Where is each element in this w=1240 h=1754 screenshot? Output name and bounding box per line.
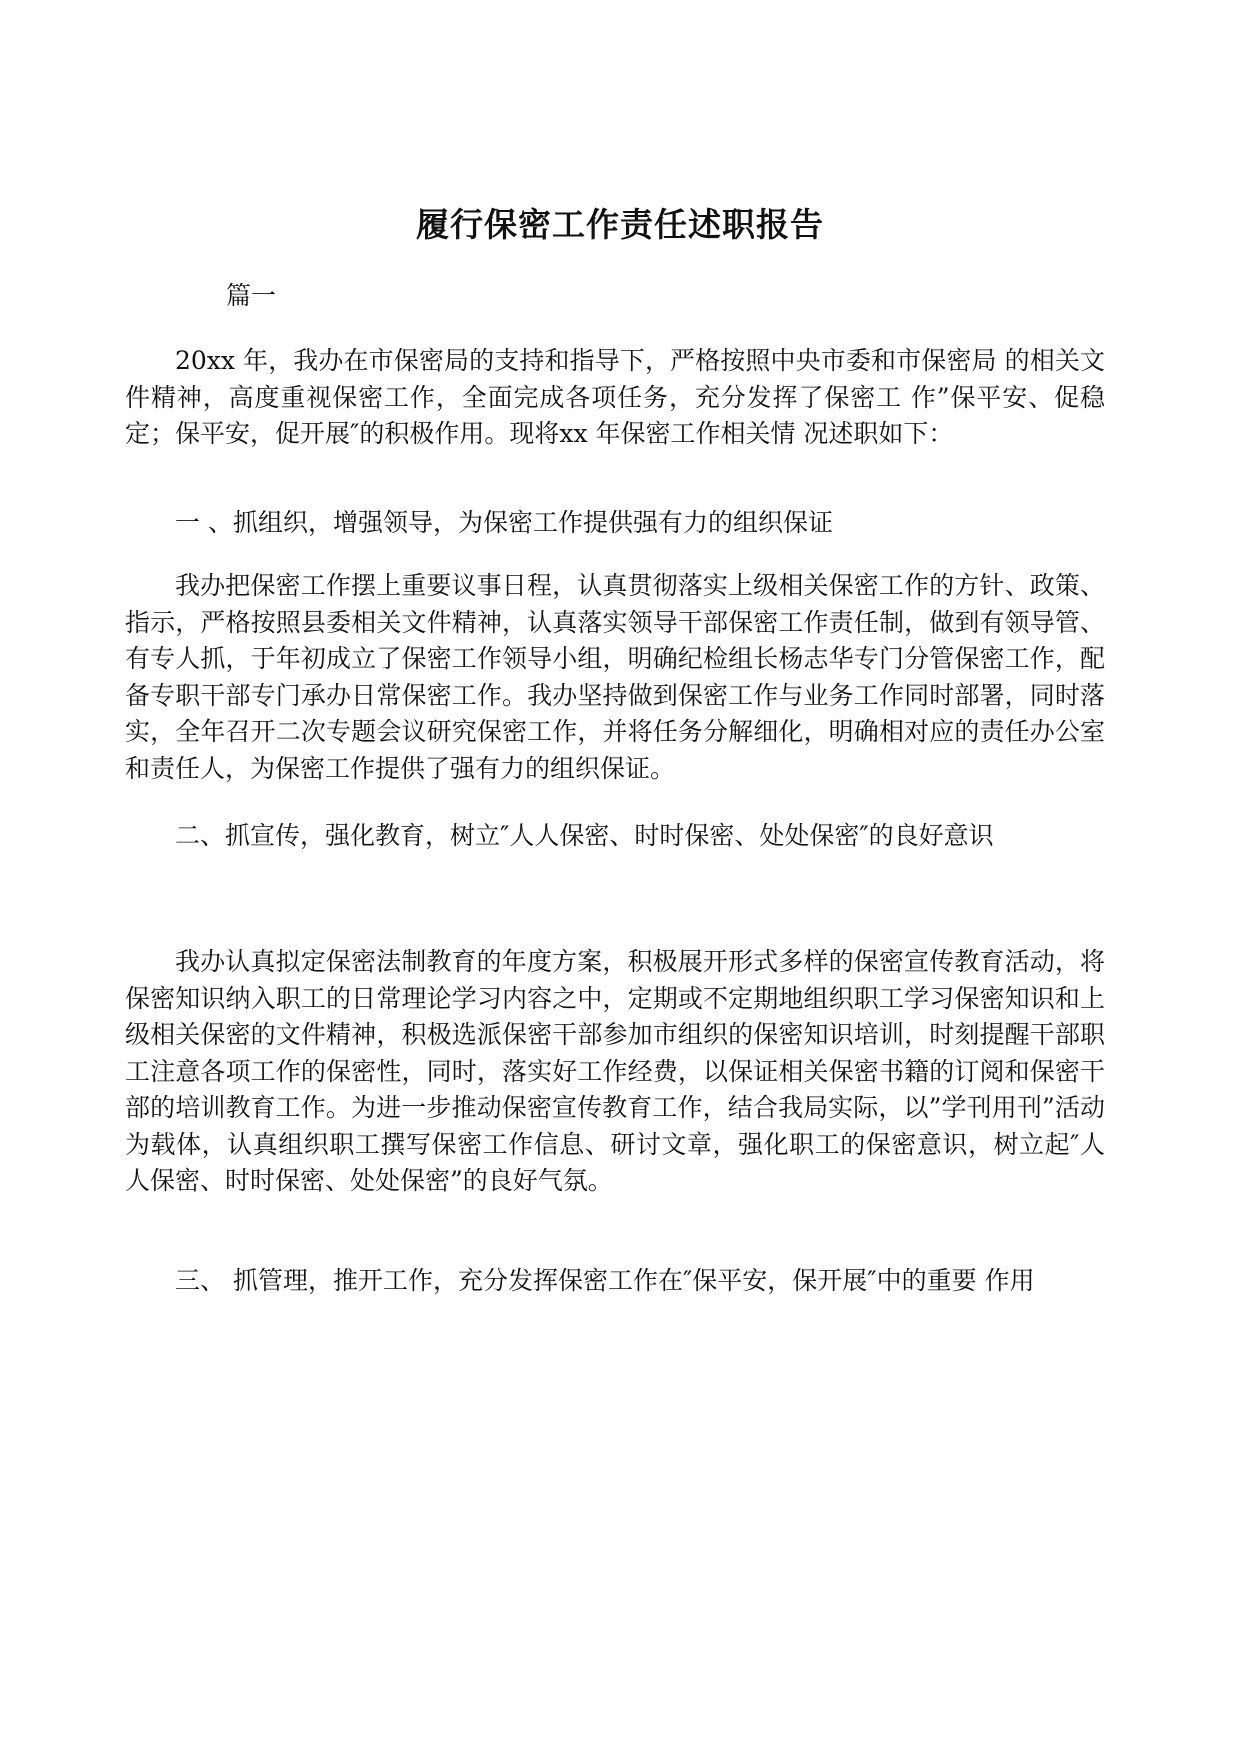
section-body-1: 我办把保密工作摆上重要议事日程，认真贯彻落实上级相关保密工作的方针、政策、指示，严格按照县委相关文件精神，认真落实领导干部保密工作责任制，做到有领导管、有专人抓，于年初成立了保密工作领导小组，明确纪检组长杨志华专门分管保密工作，配备专职干部专门承办日常保密工作。我办坚持做到保密工作与业务工作同时部署，同时落实，全年召开二次专题会议研究保密工作，并将任务分解细化，明确相对应的责任办公室和责任人，为保密工作提供了强有力的组织保证。 (125, 571, 1105, 783)
intro-paragraph: 20xx 年，我办在市保密局的支持和指导下，严格按照中央市委和市保密局 的相关文件精神，高度重视保密工作，全面完成各项任务，充分发挥了保密工 作”保平安、促稳定；保平安，促开展″的积极作用。现将xx 年保密工作相关情 况述职如下： (125, 346, 1105, 448)
section-heading-3: 三、 抓管理，推开工作，充分发挥保密工作在″保平安，保开展″中的重要 作用 (175, 1266, 1035, 1295)
section-heading-1: 一 、抓组织，增强领导，为保密工作提供强有力的组织保证 (175, 508, 833, 537)
document-title: 履行保密工作责任述职报告 (416, 205, 824, 244)
section-heading-2: 二、抓宣传，强化教育，树立″人人保密、时时保密、处处保密″的良好意识 (175, 821, 994, 850)
section-body-2: 我办认真拟定保密法制教育的年度方案，积极展开形式多样的保密宣传教育活动，将保密知识纳入职工的日常理论学习内容之中，定期或不定期地组织职工学习保密知识和上级相关保密的文件精神，积极选派保密干部参加市组织的保密知识培训，时刻提醒干部职工注意各项工作的保密性，同时，落实好工作经费，以保证相关保密书籍的订阅和保密干部的培训教育工作。为进一步推动保密宣传教育工作，结合我局实际，以”学刊用刊”活动为载体，认真组织职工撰写保密工作信息、研讨文章，强化职工的保密意识，树立起″人人保密、时时保密、处处保密”的良好气氛。 (125, 947, 1105, 1195)
part-label: 篇一 (226, 281, 277, 310)
